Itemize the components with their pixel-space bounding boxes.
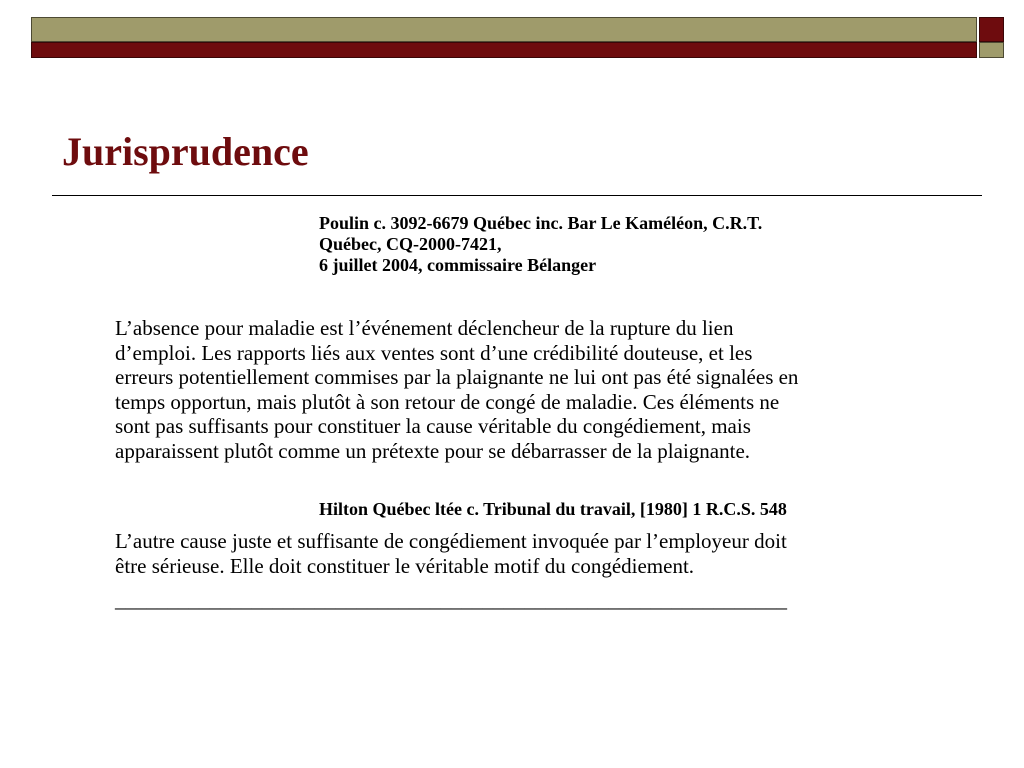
case1-citation bbox=[319, 213, 762, 276]
case1-summary-line: temps opportun, mais plutôt à son retour de congé de maladie. Ces éléments ne bbox=[115, 389, 780, 414]
case1-citation-line: Québec, CQ-2000-7421, bbox=[319, 234, 502, 254]
case2-citation: Hilton Québec ltée c. Tribunal du travail, [1980] 1 R.C.S. 548 bbox=[319, 499, 787, 519]
case1-summary-line: sont pas suffisants pour constituer la cause véritable du congédiement, mais bbox=[115, 414, 751, 439]
case1-summary bbox=[115, 316, 965, 464]
header-square-maroon bbox=[979, 17, 1004, 42]
case1-summary-line: apparaissent plutôt comme un prétexte pour se débarrasser de la plaignante. bbox=[115, 438, 751, 463]
case2-summary-line: L’autre cause juste et suffisante de congédiement invoquée par l’employeur doit bbox=[115, 529, 787, 553]
slide-title: Jurisprudence bbox=[62, 129, 309, 174]
case1-summary-line: erreurs potentiellement commises par la plaignante ne lui ont pas été signalées en bbox=[115, 365, 799, 390]
title-divider bbox=[52, 195, 982, 196]
header-square-olive bbox=[979, 42, 1004, 58]
case1-summary-line: L’absence pour maladie est l’événement déclencheur de la rupture du lien bbox=[115, 316, 734, 340]
case1-summary-line: d’emploi. Les rapports liés aux ventes sont d’une crédibilité douteuse, et les bbox=[115, 340, 753, 365]
case2-summary-line: être sérieuse. Elle doit constituer le véritable motif du congédiement. bbox=[115, 553, 695, 578]
separator-underscores: ________________________________________________________________ bbox=[115, 588, 787, 612]
case2-summary bbox=[115, 529, 965, 578]
header-band-maroon bbox=[31, 42, 977, 58]
header-band-olive bbox=[31, 17, 977, 42]
case1-citation-line: Poulin c. 3092-6679 Québec inc. Bar Le Kaméléon, C.R.T. bbox=[319, 213, 763, 233]
case1-citation-line: 6 juillet 2004, commissaire Bélanger bbox=[319, 255, 597, 275]
